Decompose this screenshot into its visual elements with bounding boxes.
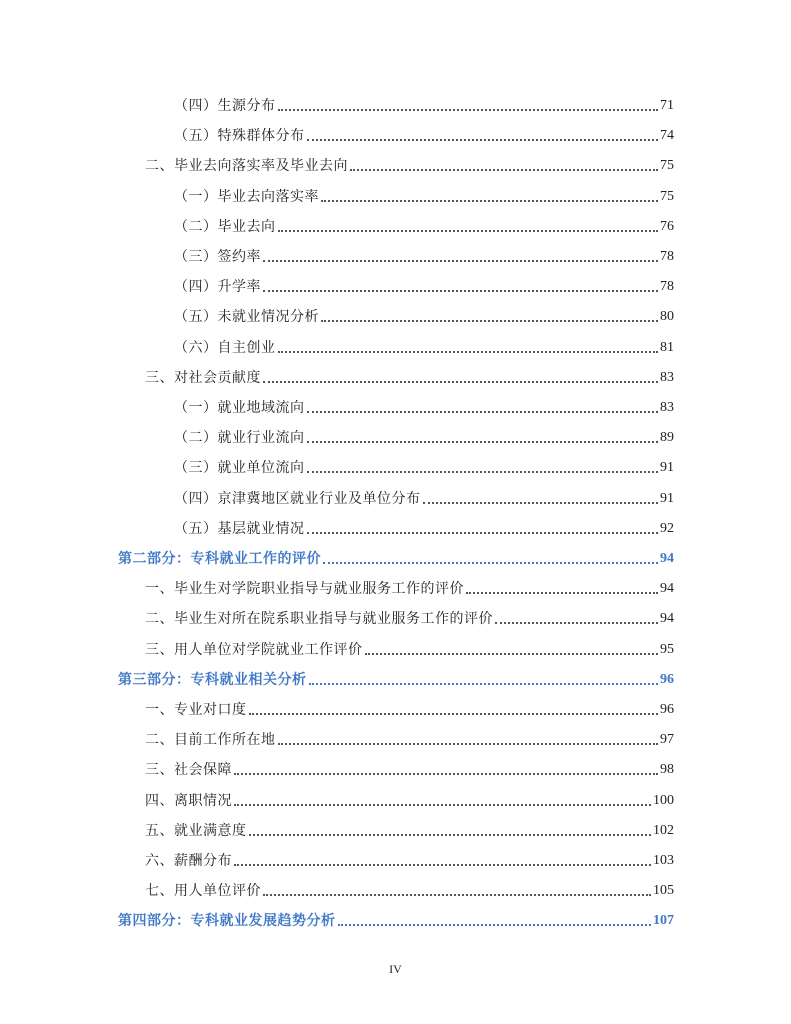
toc-entry-page: 83 — [660, 370, 674, 385]
toc-entry[interactable] — [174, 516, 674, 538]
toc-entry-page: 91 — [660, 460, 674, 475]
toc-entry-page: 71 — [660, 98, 674, 113]
toc-entry-page: 96 — [660, 672, 674, 687]
toc-entry-title: 五、就业满意度 — [145, 823, 247, 839]
dot-leader — [307, 532, 659, 534]
toc-entry[interactable] — [174, 304, 674, 326]
toc-entry[interactable] — [145, 818, 674, 840]
toc-part-heading[interactable] — [118, 546, 674, 568]
toc-entry-title: 二、毕业去向落实率及毕业去向 — [145, 158, 348, 174]
toc-entry-page: 103 — [653, 853, 674, 868]
toc-entry-title: 第四部分：专科就业发展趋势分析 — [118, 913, 336, 929]
toc-entry-page: 94 — [660, 581, 674, 596]
dot-leader — [234, 804, 651, 806]
toc-entry[interactable] — [174, 486, 674, 508]
toc-entry-page: 78 — [660, 279, 674, 294]
toc-entry-page: 80 — [660, 309, 674, 324]
dot-leader — [263, 290, 658, 292]
toc-entry[interactable] — [145, 153, 674, 175]
toc-entry-title: （一）就业地域流向 — [174, 400, 305, 416]
toc-entry[interactable] — [174, 123, 674, 145]
toc-entry-page: 100 — [653, 793, 674, 808]
toc-entry-title: 第二部分：专科就业工作的评价 — [118, 551, 321, 567]
toc-entry-title: 第三部分：专科就业相关分析 — [118, 672, 307, 688]
dot-leader — [323, 562, 658, 564]
dot-leader — [466, 592, 658, 594]
toc-entry[interactable] — [145, 637, 674, 659]
toc-entry[interactable] — [145, 788, 674, 810]
dot-leader — [307, 441, 659, 443]
toc-part-heading[interactable] — [118, 908, 674, 930]
toc-entry-title: （五）基层就业情况 — [174, 521, 305, 537]
toc-entry-page: 76 — [660, 219, 674, 234]
dot-leader — [278, 743, 659, 745]
toc-entry-title: 六、薪酬分布 — [145, 853, 232, 869]
toc-entry[interactable] — [145, 697, 674, 719]
dot-leader — [309, 683, 659, 685]
dot-leader — [423, 502, 659, 504]
toc-entry-title: 一、毕业生对学院职业指导与就业服务工作的评价 — [145, 581, 464, 597]
toc-entry[interactable] — [174, 455, 674, 477]
toc-entry[interactable] — [174, 425, 674, 447]
dot-leader — [263, 381, 658, 383]
toc-entry-page: 75 — [660, 158, 674, 173]
toc-entry[interactable] — [145, 848, 674, 870]
toc-entry-title: 四、离职情况 — [145, 793, 232, 809]
toc-entry-page: 94 — [660, 551, 674, 566]
toc-entry-title: （三）就业单位流向 — [174, 460, 305, 476]
dot-leader — [249, 834, 652, 836]
toc-entry-page: 89 — [660, 430, 674, 445]
toc-entry-page: 95 — [660, 642, 674, 657]
toc-entry-title: （二）就业行业流向 — [174, 430, 305, 446]
page-number-footer: IV — [389, 962, 402, 976]
toc-entry[interactable] — [145, 878, 674, 900]
toc-entry-title: 三、对社会贡献度 — [145, 370, 261, 386]
dot-leader — [278, 351, 659, 353]
toc-entry-title: （五）特殊群体分布 — [174, 128, 305, 144]
toc-entry-title: 三、社会保障 — [145, 762, 232, 778]
dot-leader — [263, 894, 651, 896]
toc-entry-page: 107 — [653, 913, 674, 928]
dot-leader — [249, 713, 659, 715]
toc-entry-page: 102 — [653, 823, 674, 838]
toc-entry-page: 74 — [660, 128, 674, 143]
toc-entry-page: 98 — [660, 762, 674, 777]
toc-entry-title: （六）自主创业 — [174, 340, 276, 356]
toc-entry[interactable] — [174, 184, 674, 206]
toc-entry[interactable] — [174, 244, 674, 266]
dot-leader — [278, 109, 659, 111]
dot-leader — [495, 622, 658, 624]
toc-entry[interactable] — [174, 335, 674, 357]
toc-entry[interactable] — [174, 214, 674, 236]
dot-leader — [263, 260, 658, 262]
toc-entry-page: 105 — [653, 883, 674, 898]
toc-entry-title: （一）毕业去向落实率 — [174, 189, 319, 205]
dot-leader — [307, 411, 659, 413]
dot-leader — [365, 653, 659, 655]
toc-entry-page: 81 — [660, 340, 674, 355]
toc-entry-page: 78 — [660, 249, 674, 264]
toc-entry-title: （四）京津冀地区就业行业及单位分布 — [174, 491, 421, 507]
toc-entry-page: 96 — [660, 702, 674, 717]
dot-leader — [234, 773, 658, 775]
toc-entry-title: 三、用人单位对学院就业工作评价 — [145, 642, 363, 658]
toc-entry-title: （五）未就业情况分析 — [174, 309, 319, 325]
dot-leader — [307, 471, 659, 473]
toc-entry-page: 92 — [660, 521, 674, 536]
dot-leader — [338, 924, 652, 926]
toc-entry-title: 二、毕业生对所在院系职业指导与就业服务工作的评价 — [145, 611, 493, 627]
dot-leader — [321, 200, 658, 202]
dot-leader — [278, 230, 659, 232]
toc-entry[interactable] — [145, 606, 674, 628]
dot-leader — [321, 320, 658, 322]
toc-entry-page: 75 — [660, 189, 674, 204]
toc-entry[interactable] — [174, 93, 674, 115]
toc-entry-title: （三）签约率 — [174, 249, 261, 265]
toc-entry-title: （二）毕业去向 — [174, 219, 276, 235]
toc-entry-page: 91 — [660, 491, 674, 506]
dot-leader — [234, 864, 651, 866]
toc-entry[interactable] — [145, 727, 674, 749]
toc-entry-title: （四）升学率 — [174, 279, 261, 295]
toc-entry[interactable] — [174, 395, 674, 417]
toc-entry-title: 七、用人单位评价 — [145, 883, 261, 899]
toc-entry-title: 二、目前工作所在地 — [145, 732, 276, 748]
toc-entry-title: （四）生源分布 — [174, 98, 276, 114]
toc-part-heading[interactable] — [118, 667, 674, 689]
toc-entry[interactable] — [174, 274, 674, 296]
toc-entry-page: 94 — [660, 611, 674, 626]
toc-entry[interactable] — [145, 576, 674, 598]
dot-leader — [307, 139, 659, 141]
toc-entry-title: 一、专业对口度 — [145, 702, 247, 718]
toc-entry-page: 97 — [660, 732, 674, 747]
dot-leader — [350, 169, 658, 171]
toc-entry-page: 83 — [660, 400, 674, 415]
toc-entry[interactable] — [145, 365, 674, 387]
toc-entry[interactable] — [145, 757, 674, 779]
